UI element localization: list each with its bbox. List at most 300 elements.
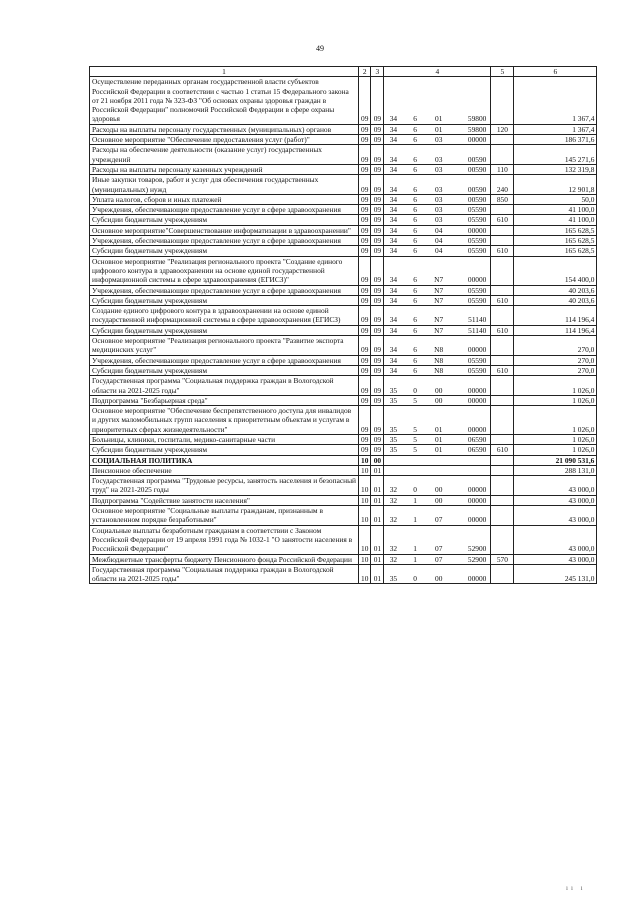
target-article-code (384, 285, 491, 295)
amount: 40 203,6 (514, 295, 597, 305)
target-article-part: 03 (435, 135, 443, 145)
target-article-part: 59800 (467, 114, 487, 124)
amount: 145 271,6 (514, 145, 597, 165)
section-code: 09 (359, 434, 371, 444)
expense-type-code: 610 (491, 295, 514, 305)
subsection-code: 09 (371, 145, 384, 165)
subsection-code: 09 (371, 124, 384, 134)
row-name: Учреждения, обеспечивающие предоставление услуг в сфере здравоохранения (90, 285, 359, 295)
expense-type-code (491, 306, 514, 326)
expense-type-code (491, 285, 514, 295)
amount: 1 026,0 (514, 395, 597, 405)
table-row (90, 135, 597, 145)
target-article-code (384, 135, 491, 145)
subsection-code: 01 (371, 476, 384, 496)
target-article-part: 34 (389, 154, 398, 164)
section-code: 10 (359, 554, 371, 564)
expense-type-code (491, 434, 514, 444)
target-article-part: 6 (413, 135, 417, 145)
target-article-part: N7 (434, 315, 444, 325)
target-article-part: 00000 (467, 574, 487, 584)
target-article-code (384, 205, 491, 215)
target-article-part: 34 (389, 194, 398, 204)
target-article-part: 1 (413, 495, 417, 505)
row-name: Больницы, клиники, госпитали, медико-санитарные части (90, 434, 359, 444)
target-article-code (384, 246, 491, 256)
target-article-code (384, 175, 491, 195)
table-row (90, 495, 597, 505)
table-row (90, 164, 597, 174)
expense-type-code: 850 (491, 194, 514, 204)
target-article-part: 05590 (467, 365, 487, 375)
section-code: 09 (359, 445, 371, 455)
expense-type-code (491, 564, 514, 584)
target-article-code (384, 395, 491, 405)
section-code: 10 (359, 495, 371, 505)
expense-type-code: 610 (491, 325, 514, 335)
subsection-code: 09 (371, 215, 384, 225)
amount: 43 000,0 (514, 554, 597, 564)
row-name: Уплата налогов, сборов и иных платежей (90, 194, 359, 204)
subsection-code: 09 (371, 225, 384, 235)
subsection-code: 01 (371, 525, 384, 554)
row-name: Пенсионное обеспечение (90, 465, 359, 475)
target-article-part: 35 (389, 434, 398, 444)
row-name: Основное мероприятие "Реализация регионального проекта "Создание единого цифрового контура в здравоохранении на основе единой государственной информационной системы в сфере здравоохранения (ЕГИСЗ)" (90, 256, 359, 285)
table-row (90, 295, 597, 305)
expense-type-code: 120 (491, 124, 514, 134)
target-article-code (384, 506, 491, 526)
target-article-part: 00000 (467, 345, 487, 355)
subsection-code: 01 (371, 564, 384, 584)
amount: 165 628,5 (514, 225, 597, 235)
target-article-code (384, 77, 491, 124)
amount: 186 371,6 (514, 135, 597, 145)
row-name: СОЦИАЛЬНАЯ ПОЛИТИКА (90, 455, 359, 465)
amount: 50,0 (514, 194, 597, 204)
table-body (90, 77, 597, 584)
section-code: 10 (359, 455, 371, 465)
target-article-part: 34 (389, 246, 398, 256)
section-code: 09 (359, 295, 371, 305)
target-article-part: 00000 (467, 495, 487, 505)
section-code: 09 (359, 236, 371, 246)
target-article-part: 05590 (467, 295, 487, 305)
amount: 270,0 (514, 355, 597, 365)
section-code: 09 (359, 135, 371, 145)
target-article-part: 34 (389, 124, 398, 134)
expense-type-code (491, 355, 514, 365)
row-name: Межбюджетные трансферты бюджету Пенсионного фонда Российской Федерации (90, 554, 359, 564)
section-code: 10 (359, 476, 371, 496)
target-article-code (384, 164, 491, 174)
target-article-part: 34 (389, 315, 398, 325)
table-row (90, 395, 597, 405)
row-name: Создание единого цифрового контура в здравоохранении на основе единой государственной информационной системы в сфере здравоохранения (ЕГИСЗ) (90, 306, 359, 326)
target-article-part: 04 (435, 225, 443, 235)
target-article-part: 6 (413, 184, 417, 194)
expense-type-code (491, 256, 514, 285)
target-article-part: 34 (389, 135, 398, 145)
table-row (90, 376, 597, 396)
target-article-part: 00000 (467, 275, 487, 285)
target-article-part: 34 (389, 345, 398, 355)
target-article-part: 6 (413, 285, 417, 295)
amount: 43 000,0 (514, 506, 597, 526)
table-row (90, 455, 597, 465)
amount: 21 090 531,6 (514, 455, 597, 465)
amount: 43 000,0 (514, 476, 597, 496)
section-code: 09 (359, 336, 371, 356)
target-article-part: 34 (389, 236, 398, 246)
target-article-part: 6 (413, 225, 417, 235)
target-article-part: 34 (389, 285, 398, 295)
row-name: Осуществление переданных органам государственной власти субъектов Российской Федерации в соответствии с частью 1 статьи 15 Федерального закона от 21 ноября 2011 года № 323-ФЗ "Об основах охраны здоровья граждан в Российской Федерации" полномочий Российской Федерации в сфере охраны здоровья (90, 77, 359, 124)
amount: 1 367,4 (514, 124, 597, 134)
row-name: Основное мероприятие "Обеспечение беспрепятственного доступа для инвалидов и других маломобильных групп населения к приоритетным объектам и услугам в приоритетных сферах жизнедеятельности" (90, 406, 359, 435)
target-article-part: 05590 (467, 246, 487, 256)
section-code: 09 (359, 325, 371, 335)
subsection-code: 09 (371, 205, 384, 215)
row-name: Расходы на выплаты персоналу государственных (муниципальных) органов (90, 124, 359, 134)
target-article-part: 00590 (467, 154, 487, 164)
target-article-part: 01 (435, 124, 443, 134)
row-name: Государственная программа "Социальная поддержка граждан в Вологодской области на 2021-2025 годы" (90, 564, 359, 584)
subsection-code: 01 (371, 465, 384, 475)
target-article-part: 00000 (467, 135, 487, 145)
target-article-part: 0 (413, 574, 417, 584)
table-row (90, 194, 597, 204)
target-article-code (384, 455, 491, 465)
target-article-part: 00 (435, 385, 443, 395)
target-article-part: 00000 (467, 225, 487, 235)
target-article-part: 07 (435, 554, 443, 564)
subsection-code: 09 (371, 406, 384, 435)
table-row (90, 215, 597, 225)
amount: 245 131,0 (514, 564, 597, 584)
row-name: Подпрограмма "Содействие занятости населения" (90, 495, 359, 505)
table-row (90, 525, 597, 554)
target-article-part: 5 (413, 434, 417, 444)
target-article-part: 03 (435, 164, 443, 174)
target-article-part: N7 (434, 325, 444, 335)
target-article-part: 00 (435, 574, 443, 584)
subsection-code: 01 (371, 495, 384, 505)
table-row (90, 175, 597, 195)
target-article-part: 00590 (467, 164, 487, 174)
expense-type-code (491, 336, 514, 356)
table-row (90, 406, 597, 435)
target-article-part: 6 (413, 345, 417, 355)
amount: 270,0 (514, 365, 597, 375)
budget-table (89, 66, 597, 584)
subsection-code: 09 (371, 434, 384, 444)
table-row (90, 306, 597, 326)
target-article-part: 6 (413, 215, 417, 225)
section-code: 09 (359, 205, 371, 215)
target-article-code (384, 465, 491, 475)
table-row (90, 205, 597, 215)
table-row (90, 564, 597, 584)
row-name: Субсидии бюджетным учреждениям (90, 295, 359, 305)
expense-type-code: 610 (491, 445, 514, 455)
table-row (90, 506, 597, 526)
target-article-code (384, 476, 491, 496)
subsection-code: 01 (371, 554, 384, 564)
target-article-part: 00 (435, 495, 443, 505)
section-code: 09 (359, 164, 371, 174)
target-article-part: 00000 (467, 515, 487, 525)
section-code: 10 (359, 525, 371, 554)
target-article-part: 05590 (467, 215, 487, 225)
section-code: 09 (359, 365, 371, 375)
target-article-code (384, 225, 491, 235)
table-row (90, 246, 597, 256)
target-article-part: 00 (435, 395, 443, 405)
target-article-part: N7 (434, 275, 444, 285)
target-article-part: 00000 (467, 385, 487, 395)
table-row (90, 434, 597, 444)
expense-type-code (491, 77, 514, 124)
target-article-part: 01 (435, 424, 443, 434)
target-article-code (384, 306, 491, 326)
target-article-code (384, 194, 491, 204)
target-article-part: 04 (435, 236, 443, 246)
target-article-part: 6 (413, 194, 417, 204)
target-article-code (384, 525, 491, 554)
target-article-part: 34 (389, 164, 398, 174)
table-row (90, 77, 597, 124)
row-name: Субсидии бюджетным учреждениям (90, 445, 359, 455)
subsection-code: 09 (371, 285, 384, 295)
section-code: 09 (359, 306, 371, 326)
target-article-code (384, 376, 491, 396)
target-article-code (384, 325, 491, 335)
target-article-part: 04 (435, 246, 443, 256)
section-code: 09 (359, 256, 371, 285)
table-row (90, 336, 597, 356)
section-code: 09 (359, 376, 371, 396)
row-name: Учреждения, обеспечивающие предоставление услуг в сфере здравоохранения (90, 355, 359, 365)
table-row (90, 554, 597, 564)
row-name: Государственная программа "Трудовые ресурсы, занятость населения и безопасный труд" на 2021-2025 годы (90, 476, 359, 496)
expense-type-code: 610 (491, 365, 514, 375)
amount: 270,0 (514, 336, 597, 356)
target-article-code (384, 365, 491, 375)
target-article-part: 00 (435, 485, 443, 495)
target-article-part: 6 (413, 205, 417, 215)
amount: 154 400,0 (514, 256, 597, 285)
row-name: Основное мероприятие"Совершенствование информатизации в здравоохранении" (90, 225, 359, 235)
expense-type-code (491, 495, 514, 505)
section-code: 10 (359, 564, 371, 584)
target-article-part: 32 (389, 485, 398, 495)
subsection-code: 09 (371, 236, 384, 246)
target-article-code (384, 495, 491, 505)
target-article-part: 5 (413, 445, 417, 455)
subsection-code: 09 (371, 256, 384, 285)
target-article-code (384, 236, 491, 246)
subsection-code: 09 (371, 194, 384, 204)
target-article-part: 5 (413, 424, 417, 434)
target-article-code (384, 564, 491, 584)
row-name: Субсидии бюджетным учреждениям (90, 365, 359, 375)
target-article-part: 51140 (468, 315, 487, 325)
target-article-code (384, 124, 491, 134)
section-code: 10 (359, 506, 371, 526)
target-article-part: N7 (434, 285, 444, 295)
amount: 114 196,4 (514, 306, 597, 326)
header-cell: 6 (514, 67, 597, 77)
header-cell: 2 (359, 67, 371, 77)
amount: 1 026,0 (514, 406, 597, 435)
target-article-code (384, 145, 491, 165)
amount: 40 203,6 (514, 285, 597, 295)
amount: 1 026,0 (514, 445, 597, 455)
section-code: 09 (359, 194, 371, 204)
table-row (90, 285, 597, 295)
subsection-code: 09 (371, 376, 384, 396)
target-article-part: 6 (413, 355, 417, 365)
subsection-code: 09 (371, 445, 384, 455)
row-name: Основное мероприятие "Реализация регионального проекта "Развитие экспорта медицинских услуг" (90, 336, 359, 356)
target-article-part: 6 (413, 124, 417, 134)
table-row (90, 124, 597, 134)
subsection-code: 09 (371, 246, 384, 256)
target-article-part: 1 (413, 515, 417, 525)
target-article-part: 0 (413, 385, 417, 395)
section-code: 10 (359, 465, 371, 475)
subsection-code: 09 (371, 135, 384, 145)
row-name: Расходы на выплаты персоналу казенных учреждений (90, 164, 359, 174)
table-row (90, 236, 597, 246)
table-row (90, 365, 597, 375)
amount: 43 000,0 (514, 525, 597, 554)
header-cell: 3 (371, 67, 384, 77)
table-row (90, 325, 597, 335)
table-row (90, 476, 597, 496)
row-name: Субсидии бюджетным учреждениям (90, 246, 359, 256)
target-article-part: 35 (389, 445, 398, 455)
target-article-part: 03 (435, 194, 443, 204)
table-row (90, 445, 597, 455)
expense-type-code: 570 (491, 554, 514, 564)
row-name: Социальные выплаты безработным гражданам в соответствии с Законом Российской Федерации от 19 апреля 1991 года № 1032-1 "О занятости населения в Российской Федерации" (90, 525, 359, 554)
target-article-part: 34 (389, 184, 398, 194)
target-article-part: N8 (434, 365, 444, 375)
target-article-part: 01 (435, 434, 443, 444)
target-article-part: 03 (435, 184, 443, 194)
target-article-part: 1 (413, 544, 417, 554)
row-name: Подпрограмма "Безбарьерная среда" (90, 395, 359, 405)
expense-type-code (491, 465, 514, 475)
target-article-part: 07 (435, 515, 443, 525)
target-article-part: 51140 (468, 325, 487, 335)
amount: 12 901,8 (514, 175, 597, 195)
amount: 132 319,8 (514, 164, 597, 174)
subsection-code: 09 (371, 175, 384, 195)
target-article-part: N8 (434, 345, 444, 355)
row-name: Учреждения, обеспечивающие предоставление услуг в сфере здравоохранения (90, 205, 359, 215)
target-article-part: 59800 (467, 124, 487, 134)
target-article-part: 35 (389, 385, 398, 395)
expense-type-code: 610 (491, 246, 514, 256)
row-name: Субсидии бюджетным учреждениям (90, 325, 359, 335)
subsection-code: 09 (371, 355, 384, 365)
table-row (90, 355, 597, 365)
target-article-part: 52900 (467, 544, 487, 554)
subsection-code: 01 (371, 506, 384, 526)
target-article-code (384, 336, 491, 356)
expense-type-code (491, 145, 514, 165)
target-article-code (384, 295, 491, 305)
header-cell: 1 (90, 67, 359, 77)
target-article-part: 32 (389, 515, 398, 525)
target-article-part: 32 (389, 544, 398, 554)
row-name: Субсидии бюджетным учреждениям (90, 215, 359, 225)
target-article-part: 00000 (467, 485, 487, 495)
expense-type-code: 610 (491, 215, 514, 225)
target-article-part: 6 (413, 275, 417, 285)
subsection-code: 09 (371, 365, 384, 375)
target-article-part: 05590 (467, 285, 487, 295)
target-article-part: N8 (434, 355, 444, 365)
target-article-code (384, 256, 491, 285)
expense-type-code: 110 (491, 164, 514, 174)
target-article-part: 6 (413, 325, 417, 335)
amount: 288 131,0 (514, 465, 597, 475)
amount: 1 026,0 (514, 434, 597, 444)
section-code: 09 (359, 175, 371, 195)
row-name: Государственная программа "Социальная поддержка граждан в Вологодской области на 2021-2025 годы" (90, 376, 359, 396)
target-article-code (384, 445, 491, 455)
amount: 43 000,0 (514, 495, 597, 505)
target-article-part: 6 (413, 246, 417, 256)
target-article-part: 00590 (467, 194, 487, 204)
row-name: Иные закупки товаров, работ и услуг для обеспечения государственных (муниципальных) нужд (90, 175, 359, 195)
target-article-code (384, 554, 491, 564)
expense-type-code (491, 225, 514, 235)
target-article-part: 05590 (467, 205, 487, 215)
target-article-part: 34 (389, 114, 398, 124)
target-article-part: 1 (413, 554, 417, 564)
section-code: 09 (359, 124, 371, 134)
target-article-part: 05590 (467, 236, 487, 246)
expense-type-code (491, 525, 514, 554)
target-article-code (384, 406, 491, 435)
subsection-code: 09 (371, 336, 384, 356)
row-name: Основное мероприятие "Обеспечение предоставления услуг (работ)" (90, 135, 359, 145)
row-name: Учреждения, обеспечивающие предоставление услуг в сфере здравоохранения (90, 236, 359, 246)
target-article-part: N7 (434, 295, 444, 305)
amount: 114 196,4 (514, 325, 597, 335)
page-number: 49 (316, 44, 324, 53)
section-code: 09 (359, 225, 371, 235)
target-article-part: 6 (413, 295, 417, 305)
amount: 165 628,5 (514, 246, 597, 256)
section-code: 09 (359, 246, 371, 256)
subsection-code: 09 (371, 164, 384, 174)
target-article-part: 00590 (467, 184, 487, 194)
target-article-part: 34 (389, 205, 398, 215)
subsection-code: 09 (371, 306, 384, 326)
target-article-part: 00000 (467, 395, 487, 405)
section-code: 09 (359, 145, 371, 165)
target-article-part: 05590 (467, 355, 487, 365)
table-row (90, 256, 597, 285)
table-row (90, 465, 597, 475)
target-article-part: 6 (413, 315, 417, 325)
